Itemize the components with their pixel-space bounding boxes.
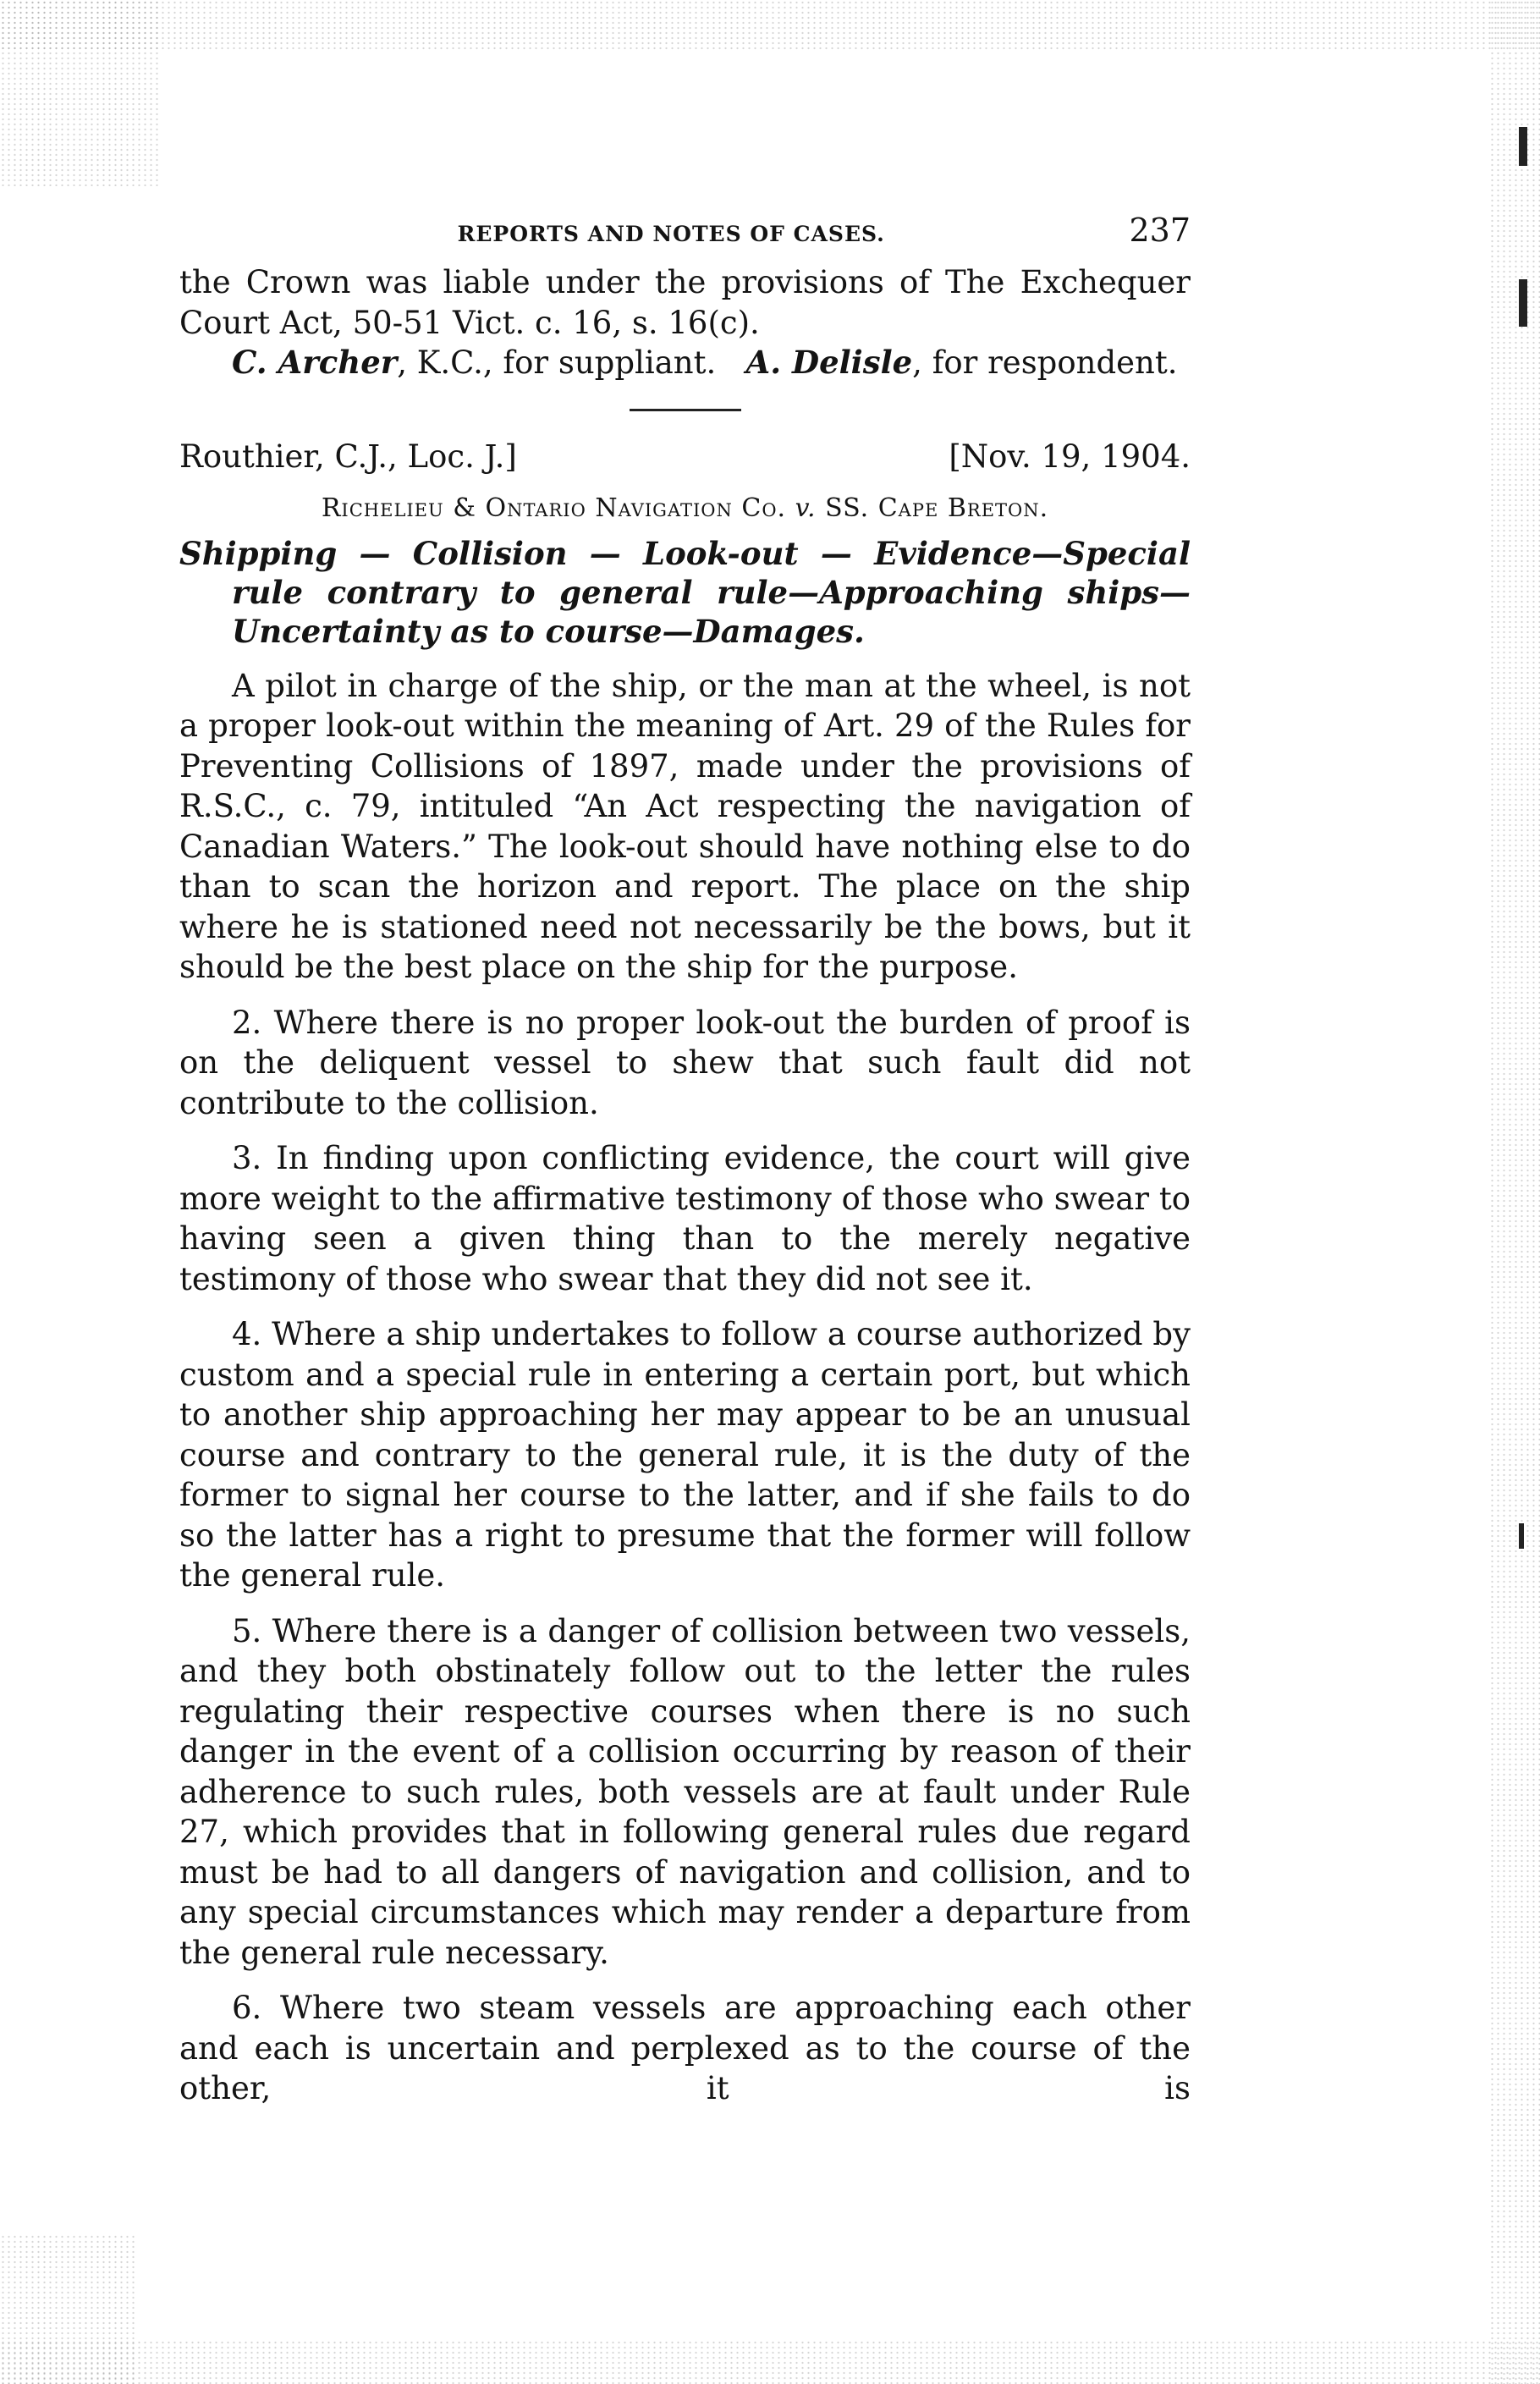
running-title: REPORTS AND NOTES OF CASES. bbox=[457, 222, 885, 246]
headnote-paragraph: 5. Where there is a danger of collision between two vessels, and they both obstinately follow out to the letter the rules regulating their respective courses when there is no such danger in the event of a collision occurring by reason of their adherence to such rules, both vessels are at fault under Rule 27, which provides that in following general rules due regard must be had to all dangers of navigation and collision, and to any special circumstances which may render a departure from the general rule necessary. bbox=[179, 1612, 1191, 1971]
case-name-party2: SS. Cape Breton. bbox=[825, 493, 1049, 523]
counsel-line bbox=[179, 343, 1191, 383]
headnote-paragraph: 2. Where there is no proper look-out the burden of proof is on the deliquent vessel to shew that such fault did not contribute to the collision. bbox=[179, 1004, 1191, 1121]
case-name-versus: v. bbox=[795, 493, 817, 523]
counsel-respondent-role: , for respondent. bbox=[912, 344, 1178, 381]
section-divider bbox=[630, 409, 741, 411]
counsel-suppliant-role: , K.C., for suppliant. bbox=[397, 344, 717, 381]
running-head bbox=[179, 212, 1191, 262]
headnote-paragraph: A pilot in charge of the ship, or the man at the wheel, is not a proper look-out within the meaning of Art. 29 of the Rules for Preventing Collisions of 1897, made under the provisions of R.S.C., c. 79, intituled “An Act respecting the navigation of Canadian Waters.” The look-out should have nothing else to do than to scan the horizon and report. The place on the ship where he is stationed need not necessarily be the bows, but it should be the best place on the ship for the purpose. bbox=[179, 667, 1191, 985]
scan-edge-right bbox=[1489, 0, 1540, 2384]
document-page bbox=[179, 212, 1191, 2109]
binding-mark bbox=[1519, 279, 1527, 327]
case-name-party1: Richelieu & Ontario Navigation Co. bbox=[321, 493, 787, 523]
court-line bbox=[179, 437, 1191, 476]
page-number: 237 bbox=[1129, 212, 1191, 249]
opening-text: the Crown was liable under the provisions of The Exchequer Court Act, 50-51 Vict. c. 16, s. 16(c). bbox=[179, 264, 1191, 341]
headnote-paragraph: 6. Where two steam vessels are approaching each other and each is uncertain and perplexed as to the course of the other, it is bbox=[179, 1990, 1191, 2106]
binding-mark bbox=[1519, 127, 1527, 166]
headnote-paragraph: 4. Where a ship undertakes to follow a course authorized by custom and a special rule in entering a certain port, but which to another ship approaching her may appear to be an unusual course and contrary to the general rule, it is the duty of the former to signal her course to the latter, and if she fails to do so the latter has a right to presume that the former will follow the general rule. bbox=[179, 1316, 1191, 1594]
scan-edge-bottom bbox=[0, 2340, 1540, 2384]
judge-name: Routhier, C.J., Loc. J.] bbox=[179, 438, 517, 475]
headnote-title: Shipping — Collision — Look-out — Evidence—Special rule contrary to general rule—Approaching ships—Uncertainty as to course—Damages. bbox=[179, 534, 1191, 650]
scan-edge-left-top bbox=[0, 0, 161, 186]
counsel-suppliant-name: C. Archer bbox=[232, 344, 398, 381]
scan-edge-top bbox=[0, 0, 1540, 51]
case-name bbox=[179, 490, 1191, 527]
decision-date: [Nov. 19, 1904. bbox=[949, 438, 1191, 475]
binding-mark bbox=[1519, 1523, 1524, 1549]
counsel-respondent-name: A. Delisle bbox=[745, 344, 913, 381]
headnote-paragraph: 3. In finding upon conflicting evidence, the court will give more weight to the affirmative testimony of those who swear to having seen a given thing than to the merely negative testimony of those who swear that they did not see it. bbox=[179, 1140, 1191, 1297]
